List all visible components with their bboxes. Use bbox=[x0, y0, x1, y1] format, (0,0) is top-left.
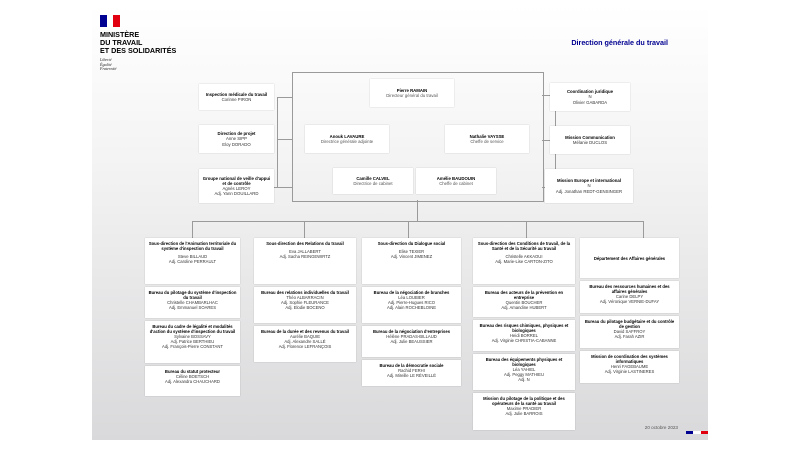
box-direction-projet: Direction de projet Anne SIPP Eloy DORADO bbox=[199, 125, 274, 153]
column-animation-territoriale bbox=[145, 238, 240, 399]
column-relations-travail bbox=[254, 238, 356, 365]
unit-bureau: Bureau du cadre de légalité et modalités d'action du système d'inspection du travail Sylvaine BOSSAVY Adj. Patrice BERTHIEU Adj. François-Pierre CONSTANT bbox=[145, 321, 240, 363]
unit-bureau: Bureau des risques chimiques, physiques et biologiques Heidi BORREL Adj. Virginie CHRISTIA-CABANNE bbox=[473, 320, 575, 351]
connector-col-4 bbox=[526, 221, 527, 238]
connector-col-1 bbox=[192, 221, 193, 238]
unit-head: Sous-direction de l'Animation territoriale du système d'inspection du travail Steve BILLAUD Adj. Caroline PERRAULT bbox=[145, 238, 240, 284]
unit-mission: Mission de coordination des systèmes informatiques Henri FAGEBAUME Adj. Virginie LASTINERES bbox=[580, 351, 679, 383]
connector-col-2 bbox=[304, 221, 305, 238]
unit-bureau: Bureau des relations individuelles du travail Théo ALBARRACIN Adj. Sophie FLEURANCE Adj. Elodie BOCENO bbox=[254, 287, 356, 323]
box-groupe-national: Groupe national de veille d'appui et de contrôle Agnès LEROY Adj. Yann DOUILLARD bbox=[199, 169, 274, 203]
unit-head: Sous-direction des Conditions de travail, de la Santé et de la Sécurité au travail Christelle AKKAOUI Adj. Marie-Lise CARTON-ZITO bbox=[473, 238, 575, 284]
connector-bus bbox=[192, 221, 643, 222]
unit-bureau: Bureau du pilotage budgétaire et du contrôle de gestion David SAFFROY Adj. Farah AZIR bbox=[580, 316, 679, 348]
unit-bureau: Bureau du pilotage du système d'inspection du travail Christelle CHAMBARLHAC Adj. Emmanuel SOARES bbox=[145, 287, 240, 318]
unit-bureau: Bureau des ressources humaines et des affaires générales Carine DELPY Adj. Véronique VERNIE-DUFAY bbox=[580, 281, 679, 313]
box-mission-europe: Mission Europe et international N Adj. Jonathan REDT-GENSINGER bbox=[545, 169, 633, 203]
column-conditions-travail bbox=[473, 238, 575, 433]
unit-bureau: Bureau de la négociation d'entreprises Hélène PRADAS-BILLAUD Adj. Julie BEAUSSIER bbox=[362, 326, 461, 357]
ministry-name: MINISTÈRE DU TRAVAIL ET DES SOLIDARITÉS bbox=[100, 30, 177, 55]
box-mission-communication: Mission Communication Mélanie DUCLOS bbox=[550, 126, 630, 154]
tricolor-stripe-icon bbox=[686, 431, 708, 434]
org-chart-page bbox=[92, 5, 708, 440]
column-affaires-generales bbox=[580, 238, 679, 386]
unit-mission: Mission du pilotage de la politique et des opérateurs de la santé au travail Maxime PRADIER Adj. Julie BARROIS bbox=[473, 393, 575, 430]
french-flag-icon bbox=[100, 15, 120, 27]
connector-left-1 bbox=[277, 97, 292, 98]
unit-head: Sous-direction du Dialogue social Elise TEXIER Adj. Vincent JIMENEZ bbox=[362, 238, 461, 284]
box-inspection-medicale: Inspection médicale du travail Corinne PIRON bbox=[199, 84, 274, 110]
connector-col-5 bbox=[643, 221, 644, 238]
column-dialogue-social bbox=[362, 238, 461, 389]
ministry-logo bbox=[100, 15, 210, 72]
connector-col-3 bbox=[408, 221, 409, 238]
document-date: 20 octobre 2023 bbox=[644, 425, 678, 430]
republic-motto: Liberté Égalité Fraternité bbox=[100, 57, 117, 72]
unit-bureau: Bureau du statut protecteur Céline BOETSCH Adj. Alexandra CHAUCHARD bbox=[145, 366, 240, 396]
unit-bureau: Bureau des équipements physiques et biologiques Léa YAHIEL Adj. Peggy MATHIEU Adj. N bbox=[473, 354, 575, 390]
unit-bureau: Bureau de la démocratie sociale Rachid FERHI Adj. Mireille LE RÉVEILLÉ bbox=[362, 360, 461, 386]
unit-bureau: Bureau de la négociation de branches Léa LOUBIER Adj. Pierre-Hugues RICO Adj. Alain ROCHEBLOINE bbox=[362, 287, 461, 323]
page-title: Direction générale du travail bbox=[571, 38, 668, 47]
unit-bureau: Bureau des acteurs de la prévention en entreprise Quentin BOUCHER Adj. Amandine HUBERT bbox=[473, 287, 575, 317]
box-directrice-cabinet: Camille CALVEL Directrice de cabinet bbox=[333, 168, 413, 194]
unit-head: Département des Affaires générales bbox=[580, 238, 679, 278]
unit-head: Sous-direction des Relations du travail Eva JALLABERT Adj. Sacha REINGEWIRTZ bbox=[254, 238, 356, 284]
connector-left-vertical bbox=[277, 97, 278, 187]
box-cheffe-cabinet: Amélie BAUDOUIN Cheffe de cabinet bbox=[416, 168, 496, 194]
unit-bureau: Bureau de la durée et des revenus du travail Aurélie BAQUIE Adj. Alexandre SALLÉ Adj. Florence LEFRANÇOIS bbox=[254, 326, 356, 362]
box-cheffe-service: Nathalie VAYSSE Cheffe de service bbox=[445, 125, 529, 153]
connector-left-2 bbox=[277, 139, 292, 140]
box-directeur-general: Pierre RAMAIN Directeur général du travail bbox=[370, 79, 454, 107]
connector-trunk bbox=[417, 200, 418, 221]
box-coordination-juridique: Coordination juridique N Olivier GABARDA bbox=[550, 83, 630, 111]
box-directrice-adjointe: Anouk LAVAURE Directrice générale adjointe bbox=[305, 125, 389, 153]
